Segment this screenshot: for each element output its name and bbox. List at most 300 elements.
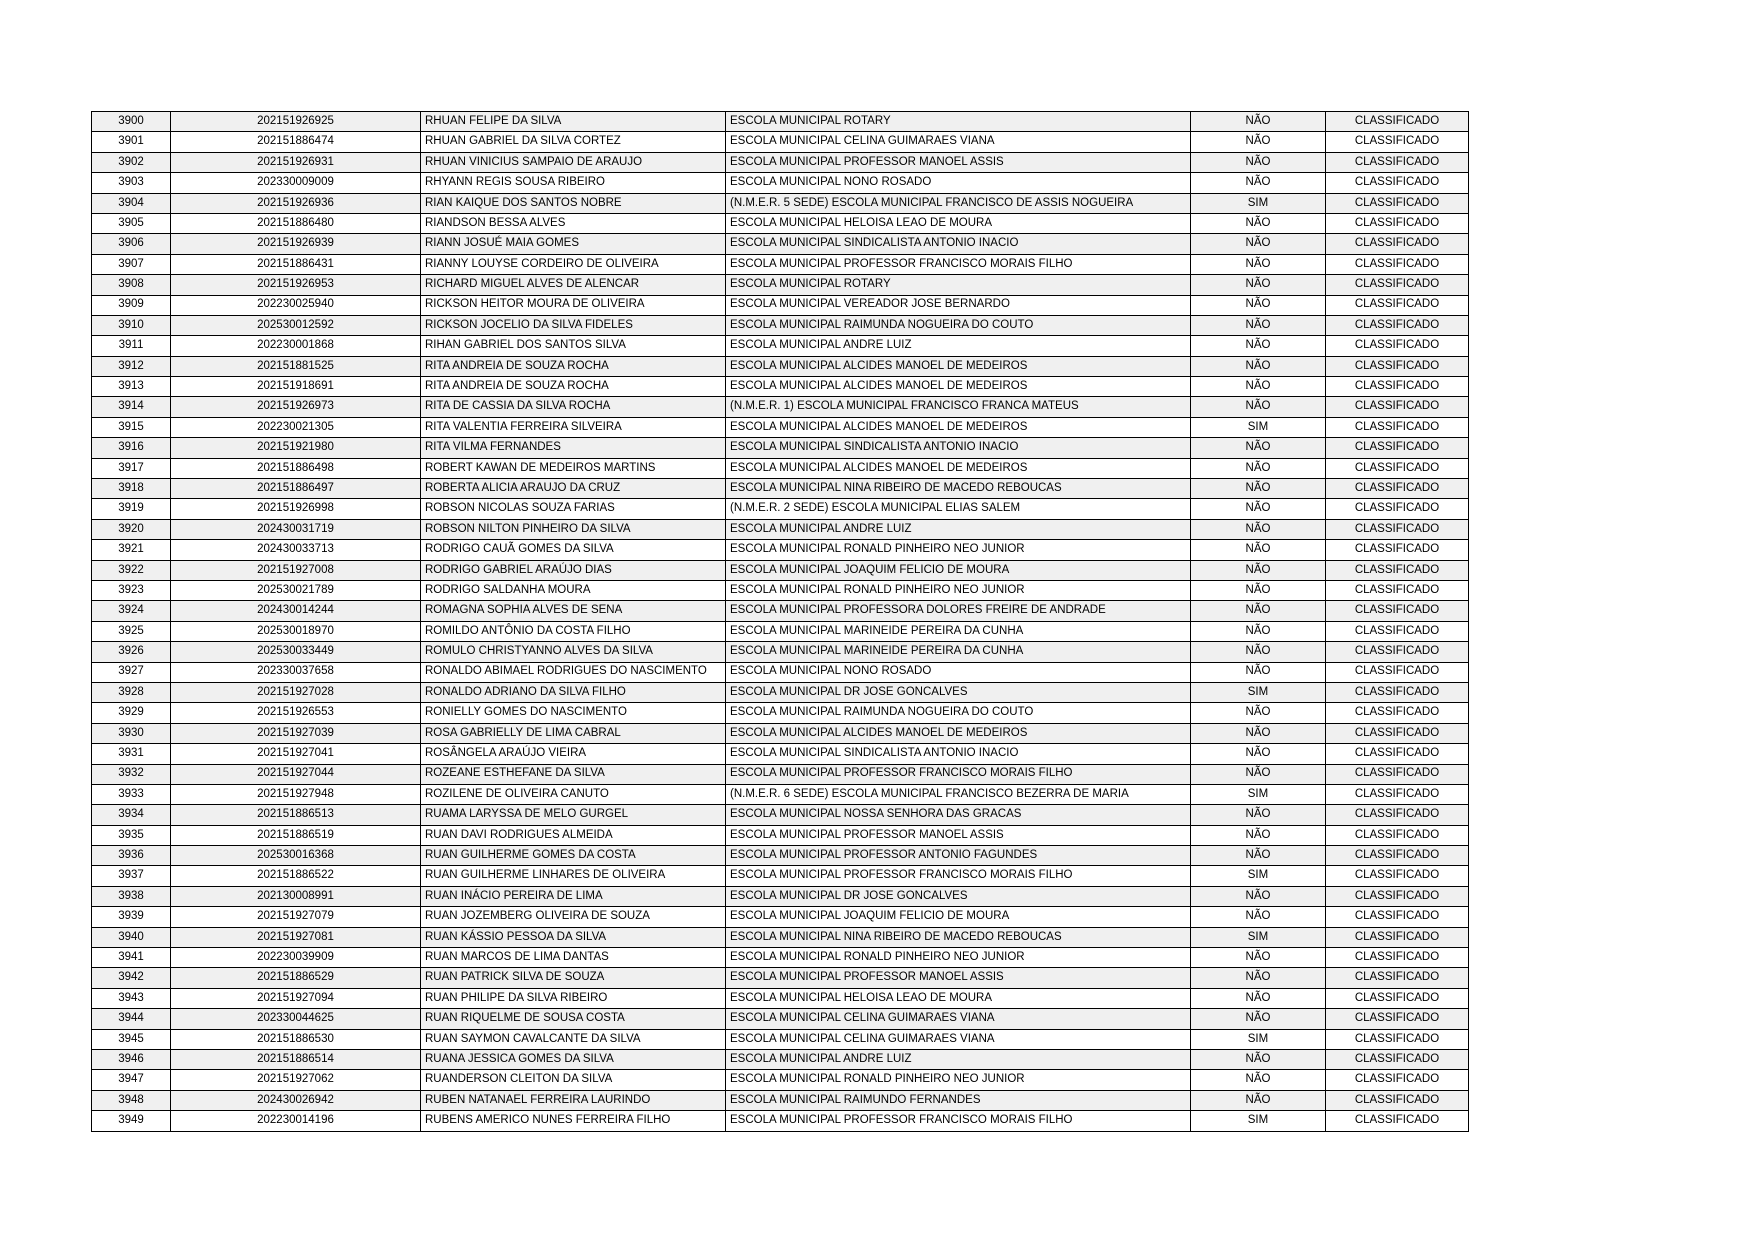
row-number-cell: 3943 xyxy=(92,988,171,1008)
student-name-cell: RIANNY LOUYSE CORDEIRO DE OLIVEIRA xyxy=(421,254,726,274)
yes-no-cell: NÃO xyxy=(1191,744,1326,764)
status-cell: CLASSIFICADO xyxy=(1326,662,1469,682)
row-number-cell: 3938 xyxy=(92,886,171,906)
row-number-cell: 3924 xyxy=(92,601,171,621)
table-row xyxy=(92,315,1469,335)
status-cell: CLASSIFICADO xyxy=(1326,866,1469,886)
row-number-cell: 3931 xyxy=(92,744,171,764)
school-cell: (N.M.E.R. 6 SEDE) ESCOLA MUNICIPAL FRANCISCO BEZERRA DE MARIA xyxy=(726,784,1191,804)
yes-no-cell: NÃO xyxy=(1191,213,1326,233)
classification-table xyxy=(91,111,1469,1132)
school-cell: ESCOLA MUNICIPAL SINDICALISTA ANTONIO INACIO xyxy=(726,234,1191,254)
row-number-cell: 3912 xyxy=(92,356,171,376)
school-cell: ESCOLA MUNICIPAL PROFESSOR FRANCISCO MORAIS FILHO xyxy=(726,254,1191,274)
table-row xyxy=(92,479,1469,499)
status-cell: CLASSIFICADO xyxy=(1326,927,1469,947)
table-row xyxy=(92,417,1469,437)
yes-no-cell: NÃO xyxy=(1191,479,1326,499)
enrollment-id-cell: 202430033713 xyxy=(171,540,421,560)
student-name-cell: ROMAGNA SOPHIA ALVES DE SENA xyxy=(421,601,726,621)
enrollment-id-cell: 202151926953 xyxy=(171,275,421,295)
student-name-cell: RUAN PATRICK SILVA DE SOUZA xyxy=(421,968,726,988)
yes-no-cell: NÃO xyxy=(1191,458,1326,478)
school-cell: ESCOLA MUNICIPAL CELINA GUIMARAES VIANA xyxy=(726,1009,1191,1029)
status-cell: CLASSIFICADO xyxy=(1326,907,1469,927)
status-cell: CLASSIFICADO xyxy=(1326,744,1469,764)
student-name-cell: ROZEANE ESTHEFANE DA SILVA xyxy=(421,764,726,784)
school-cell: ESCOLA MUNICIPAL SINDICALISTA ANTONIO INACIO xyxy=(726,744,1191,764)
status-cell: CLASSIFICADO xyxy=(1326,1111,1469,1131)
row-number-cell: 3908 xyxy=(92,275,171,295)
school-cell: ESCOLA MUNICIPAL PROFESSOR ANTONIO FAGUNDES xyxy=(726,846,1191,866)
table-row xyxy=(92,336,1469,356)
enrollment-id-cell: 202151927044 xyxy=(171,764,421,784)
status-cell: CLASSIFICADO xyxy=(1326,805,1469,825)
yes-no-cell: NÃO xyxy=(1191,1070,1326,1090)
yes-no-cell: NÃO xyxy=(1191,519,1326,539)
yes-no-cell: NÃO xyxy=(1191,499,1326,519)
yes-no-cell: NÃO xyxy=(1191,948,1326,968)
row-number-cell: 3934 xyxy=(92,805,171,825)
table-row xyxy=(92,846,1469,866)
school-cell: ESCOLA MUNICIPAL ANDRE LUIZ xyxy=(726,1049,1191,1069)
table-row xyxy=(92,397,1469,417)
status-cell: CLASSIFICADO xyxy=(1326,377,1469,397)
student-name-cell: RITA ANDREIA DE SOUZA ROCHA xyxy=(421,356,726,376)
school-cell: ESCOLA MUNICIPAL PROFESSOR FRANCISCO MORAIS FILHO xyxy=(726,1111,1191,1131)
row-number-cell: 3929 xyxy=(92,703,171,723)
enrollment-id-cell: 202530016368 xyxy=(171,846,421,866)
table-row xyxy=(92,988,1469,1008)
student-name-cell: ROSÂNGELA ARAÚJO VIEIRA xyxy=(421,744,726,764)
status-cell: CLASSIFICADO xyxy=(1326,764,1469,784)
student-name-cell: RUAN DAVI RODRIGUES ALMEIDA xyxy=(421,825,726,845)
school-cell: ESCOLA MUNICIPAL PROFESSOR MANOEL ASSIS xyxy=(726,152,1191,172)
school-cell: ESCOLA MUNICIPAL VEREADOR JOSE BERNARDO xyxy=(726,295,1191,315)
yes-no-cell: SIM xyxy=(1191,193,1326,213)
student-name-cell: RICHARD MIGUEL ALVES DE ALENCAR xyxy=(421,275,726,295)
enrollment-id-cell: 202151886519 xyxy=(171,825,421,845)
row-number-cell: 3936 xyxy=(92,846,171,866)
status-cell: CLASSIFICADO xyxy=(1326,1090,1469,1110)
status-cell: CLASSIFICADO xyxy=(1326,560,1469,580)
yes-no-cell: NÃO xyxy=(1191,152,1326,172)
table-row xyxy=(92,377,1469,397)
row-number-cell: 3945 xyxy=(92,1029,171,1049)
status-cell: CLASSIFICADO xyxy=(1326,315,1469,335)
status-cell: CLASSIFICADO xyxy=(1326,846,1469,866)
school-cell: ESCOLA MUNICIPAL RAIMUNDA NOGUEIRA DO COUTO xyxy=(726,315,1191,335)
enrollment-id-cell: 202230021305 xyxy=(171,417,421,437)
enrollment-id-cell: 202151927028 xyxy=(171,682,421,702)
student-name-cell: RODRIGO CAUÃ GOMES DA SILVA xyxy=(421,540,726,560)
yes-no-cell: NÃO xyxy=(1191,295,1326,315)
row-number-cell: 3930 xyxy=(92,723,171,743)
status-cell: CLASSIFICADO xyxy=(1326,1070,1469,1090)
student-name-cell: RUAN RIQUELME DE SOUSA COSTA xyxy=(421,1009,726,1029)
yes-no-cell: NÃO xyxy=(1191,1049,1326,1069)
enrollment-id-cell: 202151886529 xyxy=(171,968,421,988)
table-row xyxy=(92,295,1469,315)
table-row xyxy=(92,764,1469,784)
status-cell: CLASSIFICADO xyxy=(1326,458,1469,478)
status-cell: CLASSIFICADO xyxy=(1326,213,1469,233)
school-cell: ESCOLA MUNICIPAL ROTARY xyxy=(726,275,1191,295)
school-cell: ESCOLA MUNICIPAL HELOISA LEAO DE MOURA xyxy=(726,213,1191,233)
yes-no-cell: NÃO xyxy=(1191,988,1326,1008)
status-cell: CLASSIFICADO xyxy=(1326,152,1469,172)
school-cell: ESCOLA MUNICIPAL MARINEIDE PEREIRA DA CUNHA xyxy=(726,621,1191,641)
yes-no-cell: NÃO xyxy=(1191,723,1326,743)
table-row xyxy=(92,825,1469,845)
school-cell: ESCOLA MUNICIPAL PROFESSOR FRANCISCO MORAIS FILHO xyxy=(726,764,1191,784)
row-number-cell: 3939 xyxy=(92,907,171,927)
enrollment-id-cell: 202151926998 xyxy=(171,499,421,519)
student-name-cell: RUAN SAYMON CAVALCANTE DA SILVA xyxy=(421,1029,726,1049)
status-cell: CLASSIFICADO xyxy=(1326,112,1469,132)
school-cell: ESCOLA MUNICIPAL NOSSA SENHORA DAS GRACAS xyxy=(726,805,1191,825)
student-name-cell: RIAN KAIQUE DOS SANTOS NOBRE xyxy=(421,193,726,213)
table-row xyxy=(92,1070,1469,1090)
status-cell: CLASSIFICADO xyxy=(1326,1029,1469,1049)
enrollment-id-cell: 202151921980 xyxy=(171,438,421,458)
status-cell: CLASSIFICADO xyxy=(1326,1009,1469,1029)
yes-no-cell: NÃO xyxy=(1191,438,1326,458)
row-number-cell: 3904 xyxy=(92,193,171,213)
student-name-cell: RODRIGO GABRIEL ARAÚJO DIAS xyxy=(421,560,726,580)
enrollment-id-cell: 202151886474 xyxy=(171,132,421,152)
table-row xyxy=(92,234,1469,254)
table-row xyxy=(92,968,1469,988)
table-row xyxy=(92,723,1469,743)
school-cell: ESCOLA MUNICIPAL RONALD PINHEIRO NEO JUNIOR xyxy=(726,1070,1191,1090)
status-cell: CLASSIFICADO xyxy=(1326,988,1469,1008)
student-name-cell: RONALDO ABIMAEL RODRIGUES DO NASCIMENTO xyxy=(421,662,726,682)
table-row xyxy=(92,601,1469,621)
enrollment-id-cell: 202151886431 xyxy=(171,254,421,274)
status-cell: CLASSIFICADO xyxy=(1326,682,1469,702)
school-cell: ESCOLA MUNICIPAL SINDICALISTA ANTONIO INACIO xyxy=(726,438,1191,458)
school-cell: ESCOLA MUNICIPAL JOAQUIM FELICIO DE MOURA xyxy=(726,560,1191,580)
enrollment-id-cell: 202430014244 xyxy=(171,601,421,621)
school-cell: (N.M.E.R. 1) ESCOLA MUNICIPAL FRANCISCO FRANCA MATEUS xyxy=(726,397,1191,417)
yes-no-cell: NÃO xyxy=(1191,1090,1326,1110)
student-name-cell: RITA VALENTIA FERREIRA SILVEIRA xyxy=(421,417,726,437)
school-cell: ESCOLA MUNICIPAL NONO ROSADO xyxy=(726,662,1191,682)
enrollment-id-cell: 202330044625 xyxy=(171,1009,421,1029)
yes-no-cell: SIM xyxy=(1191,1029,1326,1049)
enrollment-id-cell: 202530021789 xyxy=(171,580,421,600)
row-number-cell: 3925 xyxy=(92,621,171,641)
enrollment-id-cell: 202151886513 xyxy=(171,805,421,825)
status-cell: CLASSIFICADO xyxy=(1326,275,1469,295)
table-row xyxy=(92,152,1469,172)
table-row xyxy=(92,1029,1469,1049)
status-cell: CLASSIFICADO xyxy=(1326,417,1469,437)
school-cell: (N.M.E.R. 5 SEDE) ESCOLA MUNICIPAL FRANCISCO DE ASSIS NOGUEIRA xyxy=(726,193,1191,213)
student-name-cell: ROBSON NILTON PINHEIRO DA SILVA xyxy=(421,519,726,539)
table-row xyxy=(92,356,1469,376)
row-number-cell: 3940 xyxy=(92,927,171,947)
student-name-cell: RONIELLY GOMES DO NASCIMENTO xyxy=(421,703,726,723)
table-row xyxy=(92,642,1469,662)
row-number-cell: 3921 xyxy=(92,540,171,560)
row-number-cell: 3901 xyxy=(92,132,171,152)
row-number-cell: 3914 xyxy=(92,397,171,417)
row-number-cell: 3920 xyxy=(92,519,171,539)
yes-no-cell: NÃO xyxy=(1191,1009,1326,1029)
student-name-cell: ROBERTA ALICIA ARAUJO DA CRUZ xyxy=(421,479,726,499)
school-cell: ESCOLA MUNICIPAL ALCIDES MANOEL DE MEDEIROS xyxy=(726,417,1191,437)
enrollment-id-cell: 202151926931 xyxy=(171,152,421,172)
row-number-cell: 3947 xyxy=(92,1070,171,1090)
table-row xyxy=(92,213,1469,233)
row-number-cell: 3942 xyxy=(92,968,171,988)
yes-no-cell: NÃO xyxy=(1191,968,1326,988)
table-row xyxy=(92,1111,1469,1131)
school-cell: ESCOLA MUNICIPAL RONALD PINHEIRO NEO JUNIOR xyxy=(726,540,1191,560)
student-name-cell: RHUAN FELIPE DA SILVA xyxy=(421,112,726,132)
yes-no-cell: NÃO xyxy=(1191,397,1326,417)
row-number-cell: 3911 xyxy=(92,336,171,356)
yes-no-cell: NÃO xyxy=(1191,703,1326,723)
row-number-cell: 3915 xyxy=(92,417,171,437)
yes-no-cell: NÃO xyxy=(1191,234,1326,254)
row-number-cell: 3928 xyxy=(92,682,171,702)
status-cell: CLASSIFICADO xyxy=(1326,234,1469,254)
enrollment-id-cell: 202530033449 xyxy=(171,642,421,662)
school-cell: ESCOLA MUNICIPAL PROFESSOR MANOEL ASSIS xyxy=(726,825,1191,845)
table-body xyxy=(92,112,1469,1132)
school-cell: ESCOLA MUNICIPAL HELOISA LEAO DE MOURA xyxy=(726,988,1191,1008)
status-cell: CLASSIFICADO xyxy=(1326,825,1469,845)
row-number-cell: 3919 xyxy=(92,499,171,519)
enrollment-id-cell: 202130008991 xyxy=(171,886,421,906)
school-cell: ESCOLA MUNICIPAL PROFESSORA DOLORES FREIRE DE ANDRADE xyxy=(726,601,1191,621)
row-number-cell: 3910 xyxy=(92,315,171,335)
yes-no-cell: NÃO xyxy=(1191,825,1326,845)
yes-no-cell: SIM xyxy=(1191,784,1326,804)
student-name-cell: RIHAN GABRIEL DOS SANTOS SILVA xyxy=(421,336,726,356)
enrollment-id-cell: 202151927062 xyxy=(171,1070,421,1090)
yes-no-cell: SIM xyxy=(1191,682,1326,702)
row-number-cell: 3916 xyxy=(92,438,171,458)
row-number-cell: 3903 xyxy=(92,173,171,193)
school-cell: ESCOLA MUNICIPAL RAIMUNDO FERNANDES xyxy=(726,1090,1191,1110)
row-number-cell: 3941 xyxy=(92,948,171,968)
row-number-cell: 3906 xyxy=(92,234,171,254)
enrollment-id-cell: 202530018970 xyxy=(171,621,421,641)
school-cell: ESCOLA MUNICIPAL RONALD PINHEIRO NEO JUNIOR xyxy=(726,948,1191,968)
student-name-cell: RHYANN REGIS SOUSA RIBEIRO xyxy=(421,173,726,193)
yes-no-cell: NÃO xyxy=(1191,377,1326,397)
student-name-cell: RITA VILMA FERNANDES xyxy=(421,438,726,458)
row-number-cell: 3917 xyxy=(92,458,171,478)
yes-no-cell: NÃO xyxy=(1191,275,1326,295)
yes-no-cell: SIM xyxy=(1191,1111,1326,1131)
student-name-cell: RITA ANDREIA DE SOUZA ROCHA xyxy=(421,377,726,397)
student-name-cell: RICKSON HEITOR MOURA DE OLIVEIRA xyxy=(421,295,726,315)
school-cell: ESCOLA MUNICIPAL PROFESSOR MANOEL ASSIS xyxy=(726,968,1191,988)
enrollment-id-cell: 202430031719 xyxy=(171,519,421,539)
yes-no-cell: NÃO xyxy=(1191,540,1326,560)
student-name-cell: RUAN KÁSSIO PESSOA DA SILVA xyxy=(421,927,726,947)
school-cell: ESCOLA MUNICIPAL NONO ROSADO xyxy=(726,173,1191,193)
school-cell: ESCOLA MUNICIPAL RAIMUNDA NOGUEIRA DO COUTO xyxy=(726,703,1191,723)
row-number-cell: 3900 xyxy=(92,112,171,132)
school-cell: ESCOLA MUNICIPAL NINA RIBEIRO DE MACEDO REBOUCAS xyxy=(726,479,1191,499)
school-cell: ESCOLA MUNICIPAL CELINA GUIMARAES VIANA xyxy=(726,1029,1191,1049)
school-cell: ESCOLA MUNICIPAL DR JOSE GONCALVES xyxy=(726,682,1191,702)
student-name-cell: ROMILDO ANTÔNIO DA COSTA FILHO xyxy=(421,621,726,641)
yes-no-cell: NÃO xyxy=(1191,356,1326,376)
table-row xyxy=(92,948,1469,968)
table-row xyxy=(92,886,1469,906)
table-row xyxy=(92,560,1469,580)
table-row xyxy=(92,927,1469,947)
table-row xyxy=(92,254,1469,274)
table-row xyxy=(92,662,1469,682)
school-cell: ESCOLA MUNICIPAL NINA RIBEIRO DE MACEDO REBOUCAS xyxy=(726,927,1191,947)
table-row xyxy=(92,1009,1469,1029)
table-row xyxy=(92,1090,1469,1110)
table-row xyxy=(92,499,1469,519)
row-number-cell: 3909 xyxy=(92,295,171,315)
yes-no-cell: NÃO xyxy=(1191,254,1326,274)
status-cell: CLASSIFICADO xyxy=(1326,254,1469,274)
school-cell: ESCOLA MUNICIPAL DR JOSE GONCALVES xyxy=(726,886,1191,906)
status-cell: CLASSIFICADO xyxy=(1326,601,1469,621)
table-row xyxy=(92,112,1469,132)
row-number-cell: 3948 xyxy=(92,1090,171,1110)
school-cell: ESCOLA MUNICIPAL ANDRE LUIZ xyxy=(726,336,1191,356)
table-row xyxy=(92,866,1469,886)
student-name-cell: RUANA JESSICA GOMES DA SILVA xyxy=(421,1049,726,1069)
status-cell: CLASSIFICADO xyxy=(1326,193,1469,213)
table-row xyxy=(92,540,1469,560)
table-row xyxy=(92,438,1469,458)
school-cell: ESCOLA MUNICIPAL ALCIDES MANOEL DE MEDEIROS xyxy=(726,723,1191,743)
status-cell: CLASSIFICADO xyxy=(1326,132,1469,152)
row-number-cell: 3923 xyxy=(92,580,171,600)
enrollment-id-cell: 202151886514 xyxy=(171,1049,421,1069)
school-cell: (N.M.E.R. 2 SEDE) ESCOLA MUNICIPAL ELIAS SALEM xyxy=(726,499,1191,519)
table-row xyxy=(92,132,1469,152)
status-cell: CLASSIFICADO xyxy=(1326,479,1469,499)
status-cell: CLASSIFICADO xyxy=(1326,1049,1469,1069)
yes-no-cell: NÃO xyxy=(1191,173,1326,193)
school-cell: ESCOLA MUNICIPAL JOAQUIM FELICIO DE MOURA xyxy=(726,907,1191,927)
school-cell: ESCOLA MUNICIPAL ANDRE LUIZ xyxy=(726,519,1191,539)
student-name-cell: RUAN PHILIPE DA SILVA RIBEIRO xyxy=(421,988,726,1008)
enrollment-id-cell: 202230014196 xyxy=(171,1111,421,1131)
status-cell: CLASSIFICADO xyxy=(1326,968,1469,988)
enrollment-id-cell: 202230001868 xyxy=(171,336,421,356)
school-cell: ESCOLA MUNICIPAL MARINEIDE PEREIRA DA CUNHA xyxy=(726,642,1191,662)
table-row xyxy=(92,744,1469,764)
enrollment-id-cell: 202151918691 xyxy=(171,377,421,397)
student-name-cell: RUBENS AMERICO NUNES FERREIRA FILHO xyxy=(421,1111,726,1131)
yes-no-cell: NÃO xyxy=(1191,601,1326,621)
row-number-cell: 3902 xyxy=(92,152,171,172)
yes-no-cell: NÃO xyxy=(1191,132,1326,152)
enrollment-id-cell: 202151926973 xyxy=(171,397,421,417)
status-cell: CLASSIFICADO xyxy=(1326,438,1469,458)
row-number-cell: 3913 xyxy=(92,377,171,397)
status-cell: CLASSIFICADO xyxy=(1326,397,1469,417)
enrollment-id-cell: 202151926553 xyxy=(171,703,421,723)
student-name-cell: ROBSON NICOLAS SOUZA FARIAS xyxy=(421,499,726,519)
enrollment-id-cell: 202430026942 xyxy=(171,1090,421,1110)
yes-no-cell: NÃO xyxy=(1191,560,1326,580)
table-row xyxy=(92,519,1469,539)
status-cell: CLASSIFICADO xyxy=(1326,173,1469,193)
student-name-cell: RITA DE CASSIA DA SILVA ROCHA xyxy=(421,397,726,417)
yes-no-cell: NÃO xyxy=(1191,580,1326,600)
status-cell: CLASSIFICADO xyxy=(1326,336,1469,356)
student-name-cell: RIANDSON BESSA ALVES xyxy=(421,213,726,233)
status-cell: CLASSIFICADO xyxy=(1326,580,1469,600)
student-name-cell: RICKSON JOCELIO DA SILVA FIDELES xyxy=(421,315,726,335)
table-row xyxy=(92,621,1469,641)
status-cell: CLASSIFICADO xyxy=(1326,703,1469,723)
student-name-cell: RUAN JOZEMBERG OLIVEIRA DE SOUZA xyxy=(421,907,726,927)
student-name-cell: RUANDERSON CLEITON DA SILVA xyxy=(421,1070,726,1090)
status-cell: CLASSIFICADO xyxy=(1326,621,1469,641)
table-row xyxy=(92,784,1469,804)
enrollment-id-cell: 202530012592 xyxy=(171,315,421,335)
row-number-cell: 3922 xyxy=(92,560,171,580)
status-cell: CLASSIFICADO xyxy=(1326,295,1469,315)
status-cell: CLASSIFICADO xyxy=(1326,784,1469,804)
row-number-cell: 3907 xyxy=(92,254,171,274)
status-cell: CLASSIFICADO xyxy=(1326,540,1469,560)
yes-no-cell: NÃO xyxy=(1191,642,1326,662)
enrollment-id-cell: 202151886497 xyxy=(171,479,421,499)
yes-no-cell: SIM xyxy=(1191,866,1326,886)
row-number-cell: 3905 xyxy=(92,213,171,233)
student-name-cell: ROSA GABRIELLY DE LIMA CABRAL xyxy=(421,723,726,743)
student-name-cell: RUAMA LARYSSA DE MELO GURGEL xyxy=(421,805,726,825)
row-number-cell: 3933 xyxy=(92,784,171,804)
row-number-cell: 3927 xyxy=(92,662,171,682)
status-cell: CLASSIFICADO xyxy=(1326,356,1469,376)
school-cell: ESCOLA MUNICIPAL CELINA GUIMARAES VIANA xyxy=(726,132,1191,152)
table-row xyxy=(92,703,1469,723)
enrollment-id-cell: 202151927008 xyxy=(171,560,421,580)
yes-no-cell: NÃO xyxy=(1191,886,1326,906)
student-name-cell: ROBERT KAWAN DE MEDEIROS MARTINS xyxy=(421,458,726,478)
enrollment-id-cell: 202151927094 xyxy=(171,988,421,1008)
enrollment-id-cell: 202151886498 xyxy=(171,458,421,478)
enrollment-id-cell: 202151886522 xyxy=(171,866,421,886)
yes-no-cell: NÃO xyxy=(1191,662,1326,682)
enrollment-id-cell: 202151927039 xyxy=(171,723,421,743)
table-row xyxy=(92,1049,1469,1069)
enrollment-id-cell: 202230039909 xyxy=(171,948,421,968)
yes-no-cell: NÃO xyxy=(1191,907,1326,927)
enrollment-id-cell: 202151926925 xyxy=(171,112,421,132)
student-name-cell: RODRIGO SALDANHA MOURA xyxy=(421,580,726,600)
school-cell: ESCOLA MUNICIPAL ALCIDES MANOEL DE MEDEIROS xyxy=(726,377,1191,397)
student-name-cell: RHUAN GABRIEL DA SILVA CORTEZ xyxy=(421,132,726,152)
school-cell: ESCOLA MUNICIPAL ALCIDES MANOEL DE MEDEIROS xyxy=(726,458,1191,478)
yes-no-cell: NÃO xyxy=(1191,621,1326,641)
enrollment-id-cell: 202151886530 xyxy=(171,1029,421,1049)
enrollment-id-cell: 202151927948 xyxy=(171,784,421,804)
school-cell: ESCOLA MUNICIPAL ALCIDES MANOEL DE MEDEIROS xyxy=(726,356,1191,376)
school-cell: ESCOLA MUNICIPAL ROTARY xyxy=(726,112,1191,132)
